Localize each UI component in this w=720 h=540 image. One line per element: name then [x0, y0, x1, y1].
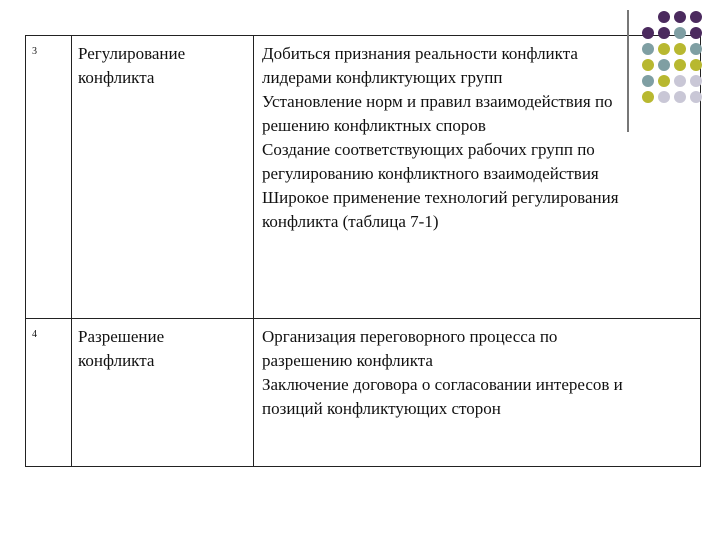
decorative-dot: [658, 59, 670, 71]
decorative-dot: [690, 75, 702, 87]
decorative-dot: [658, 75, 670, 87]
action-line: разрешению конфликта: [262, 351, 433, 370]
stage-actions: [254, 319, 701, 467]
table-row: [26, 319, 701, 467]
action-line: Широкое применение технологий регулирования: [262, 188, 619, 207]
decorative-dot: [658, 43, 670, 55]
decorative-dot: [690, 59, 702, 71]
decorative-dot: [658, 91, 670, 103]
stage-name-line: конфликта: [78, 68, 155, 87]
action-line: регулированию конфликтного взаимодействия: [262, 164, 599, 183]
decorative-dot: [674, 59, 686, 71]
action-line: Организация переговорного процесса по: [262, 327, 558, 346]
stage-actions: [254, 36, 701, 319]
decorative-dot: [674, 27, 686, 39]
decorative-dot: [674, 43, 686, 55]
table-row: [26, 36, 701, 319]
decorative-dot: [674, 91, 686, 103]
decorative-dot: [674, 75, 686, 87]
stage-name-line: Разрешение: [78, 327, 165, 346]
decorative-dot: [642, 75, 654, 87]
stage-name: [72, 319, 254, 467]
stage-name-line: конфликта: [78, 351, 155, 370]
conflict-stages-table: [25, 35, 701, 467]
decorative-dot: [642, 59, 654, 71]
action-line: Добиться признания реальности конфликта: [262, 44, 578, 63]
action-line: позиций конфликтующих сторон: [262, 399, 501, 418]
stage-name: [72, 36, 254, 319]
decorative-dot: [658, 27, 670, 39]
decorative-dot: [690, 43, 702, 55]
decorative-dot: [642, 91, 654, 103]
stage-name-line: Регулирование: [78, 44, 186, 63]
row-number: 4: [26, 319, 72, 467]
action-line: Создание соответствующих рабочих групп по: [262, 140, 595, 159]
action-line: Установление норм и правил взаимодействия по: [262, 92, 613, 111]
action-line: решению конфликтных споров: [262, 116, 486, 135]
action-line: Заключение договора о согласовании интересов и: [262, 375, 623, 394]
decorative-divider: [627, 10, 629, 132]
decorative-dot: [674, 11, 686, 23]
action-line: конфликта (таблица 7-1): [262, 212, 439, 231]
row-number: 3: [26, 36, 72, 319]
decorative-dot: [642, 27, 654, 39]
decorative-dot: [690, 91, 702, 103]
decorative-dot: [658, 11, 670, 23]
decorative-dot: [642, 43, 654, 55]
decorative-dot: [690, 11, 702, 23]
decorative-dot: [690, 27, 702, 39]
action-line: лидерами конфликтующих групп: [262, 68, 503, 87]
